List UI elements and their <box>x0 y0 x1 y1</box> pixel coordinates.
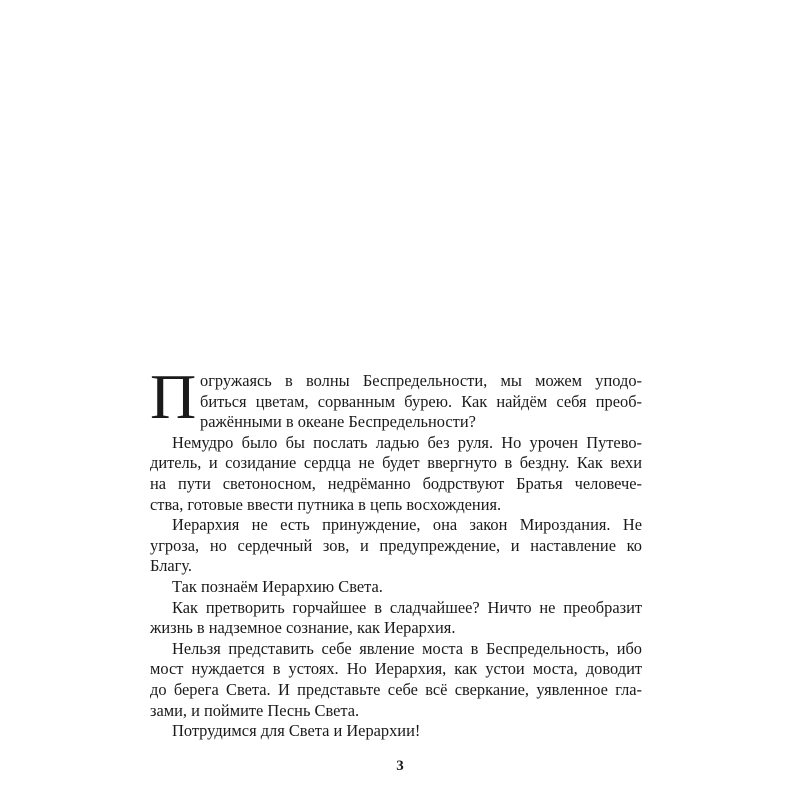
text-line: биться цветам, сорванным бурею. Как найдём себя преоб- <box>200 391 642 411</box>
text-line: зами, и поймите Песнь Света. <box>150 700 360 720</box>
drop-cap-letter: П <box>150 361 197 432</box>
text-line: на пути светоносном, недрёманно бодрствуют Братья человече- <box>150 473 642 493</box>
text-line: Нельзя представить себе явление моста в Беспредельность, ибо <box>172 638 642 658</box>
text-line: до берега Света. И представьте себе всё сверкание, уявленное гла- <box>150 679 642 699</box>
text-line: жизнь в надземное сознание, как Иерархия. <box>150 618 456 638</box>
text-line: ства, готовые ввести путника в цепь восхождения. <box>150 494 502 514</box>
text-line: мост нуждается в устоях. Но Иерархия, как устои моста, доводит <box>150 659 642 679</box>
text-line: Потрудимся для Света и Иерархии! <box>172 721 421 741</box>
text-line: угроза, но сердечный зов, и предупреждение, и наставление ко <box>150 535 642 555</box>
text-line: Так познаём Иерархию Света. <box>172 576 383 596</box>
text-line: Благу. <box>150 556 193 576</box>
text-line: ражёнными в океане Беспредельности? <box>200 412 476 432</box>
text-line: Как претворить горчайшее в сладчайшее? Ничто не преобразит <box>172 597 642 617</box>
text-line: огружаясь в волны Беспредельности, мы можем уподо- <box>200 371 642 390</box>
body-text <box>150 371 642 742</box>
text-line: Иерархия не есть принуждение, она закон Мироздания. Не <box>172 515 642 535</box>
page-number: 3 <box>396 758 404 774</box>
text-line: дитель, и созидание сердца не будет ввергнуто в бездну. Как вехи <box>150 453 642 473</box>
text-line: Немудро было бы послать ладью без руля. Но урочен Путево- <box>172 432 642 452</box>
